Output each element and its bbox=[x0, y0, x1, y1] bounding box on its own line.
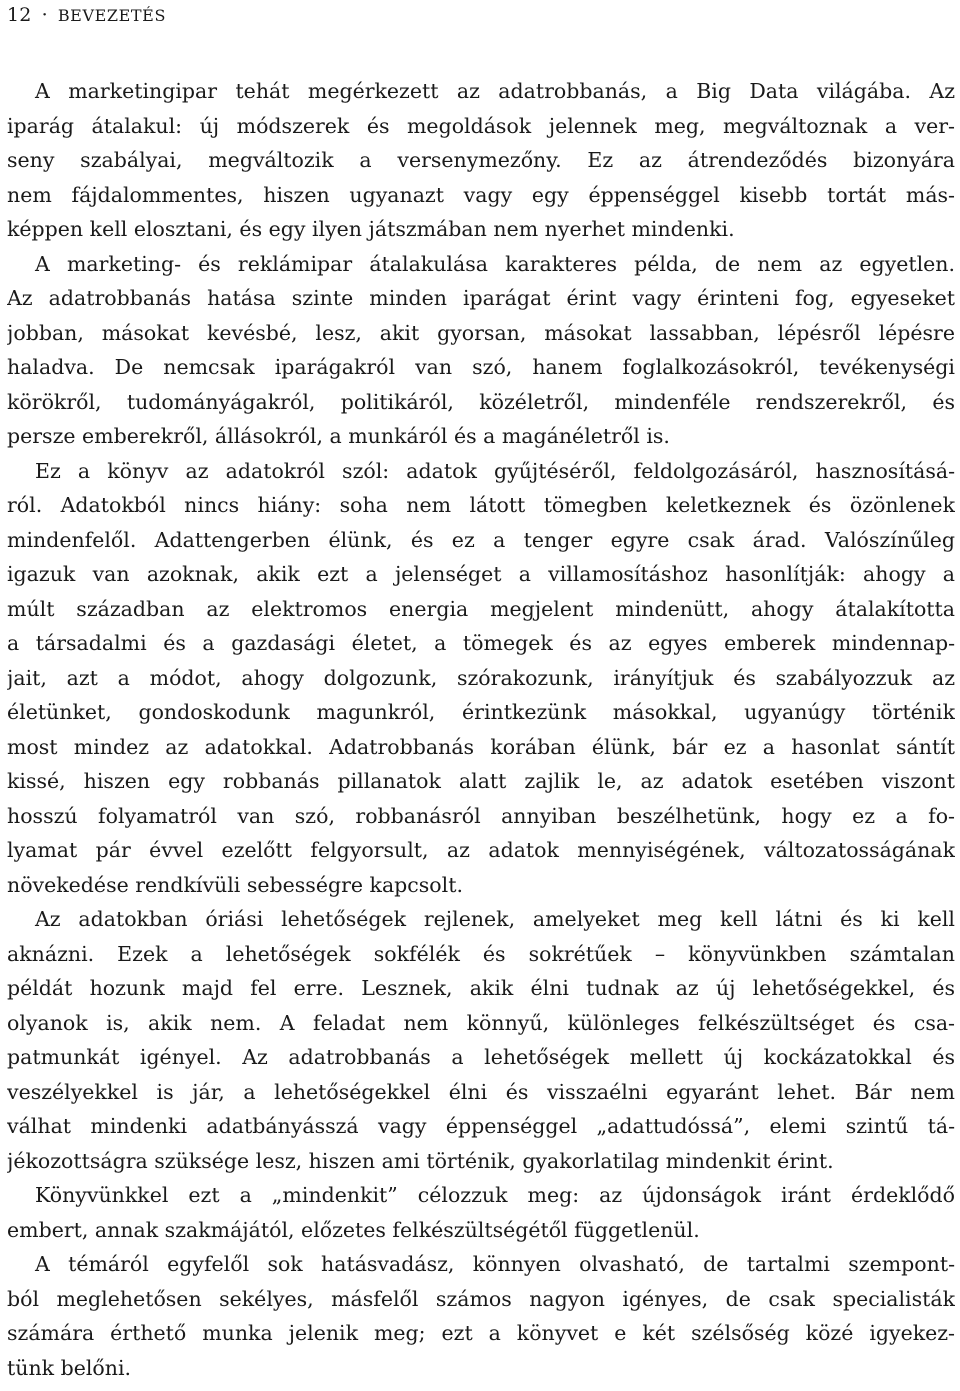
text-line: válhat mindenki adatbányásszá vagy éppenséggel „adattudóssá”, elemi szintű tá- bbox=[7, 1114, 955, 1138]
text-line: jait, azt a módot, ahogy dolgozunk, szórakozunk, irányítjuk és szabályozzuk az bbox=[7, 665, 955, 690]
text-line: nem fájdalommentes, hiszen ugyanazt vagy egy éppenséggel kisebb tortát más- bbox=[7, 182, 955, 207]
section-title: BEVEZETÉS bbox=[57, 6, 167, 25]
text-line: A témáról egyfelől sok hatásvadász, könnyen olvasható, de tartalmi szempont- bbox=[35, 1252, 955, 1276]
text-line: Az adatokban óriási lehetőségek rejlenek, amelyeket meg kell látni és ki kell bbox=[35, 907, 955, 931]
text-line: veszélyekkel is jár, a lehetőségekkel élni és visszaélni egyaránt lehet. Bár nem bbox=[7, 1079, 955, 1104]
paragraph bbox=[7, 1178, 955, 1247]
text-line: aknázni. Ezek a lehetőségek sokfélék és sokrétűek – könyvünkben számtalan bbox=[7, 941, 955, 966]
paragraph bbox=[7, 902, 955, 1178]
paragraph bbox=[7, 247, 955, 454]
text-line: seny szabályai, megváltozik a versenymezőny. Ez az átrendeződés bizonyára bbox=[7, 148, 955, 172]
text-line: ról. Adatokból nincs hiány: soha nem látott tömegben keletkeznek és özönlenek bbox=[7, 493, 955, 517]
text-line: Az adatrobbanás hatása szinte minden iparágat érint vagy érinteni fog, egyeseket bbox=[7, 286, 955, 310]
text-line: patmunkát igényel. Az adatrobbanás a lehetőségek mellett új kockázatokkal és bbox=[7, 1045, 955, 1069]
text-line: haladva. De nemcsak iparágakról van szó, hanem foglalkozásokról, tevékenységi bbox=[7, 355, 955, 379]
text-line: igazuk van azoknak, akik ezt a jelenséget a villamosításhoz hasonlítják: ahogy a bbox=[7, 562, 955, 586]
text-line: számára érthető munka jelenik meg; ezt a könyvet e két szélsőség közé igyekez- bbox=[7, 1321, 955, 1345]
text-line: növekedése rendkívüli sebességre kapcsolt. bbox=[7, 872, 463, 897]
text-line: A marketing- és reklámipar átalakulása karakteres példa, de nem az egyetlen. bbox=[35, 251, 955, 276]
text-line: hosszú folyamatról van szó, robbanásról annyiban beszélhetünk, hogy ez a fo- bbox=[7, 803, 955, 828]
text-line: a társadalmi és a gazdasági életet, a tömegek és az egyes emberek mindennap- bbox=[7, 631, 955, 655]
text-line: A marketingipar tehát megérkezett az adatrobbanás, a Big Data világába. Az bbox=[35, 79, 955, 103]
paragraph bbox=[7, 1247, 955, 1385]
text-line: ból meglehetősen sekélyes, másfelől számos nagyon igényes, de csak specialisták bbox=[7, 1286, 955, 1311]
text-line: lyamat pár évvel ezelőtt felgyorsult, az adatok mennyiségének, változatosságának bbox=[7, 838, 955, 862]
body-text bbox=[7, 74, 955, 1385]
text-line: életünket, gondoskodunk magunkról, érintkezünk másokkal, ugyanúgy történik bbox=[7, 700, 955, 724]
running-header bbox=[7, 3, 166, 28]
text-line: tünk belőni. bbox=[7, 1355, 132, 1380]
text-line: múlt században az elektromos energia megjelent mindenütt, ahogy átalakította bbox=[7, 596, 955, 621]
text-line: most mindez az adatokkal. Adatrobbanás korában élünk, bár ez a hasonlat sántít bbox=[7, 734, 955, 759]
text-line: jékozottságra szüksége lesz, hiszen ami történik, gyakorlatilag mindenkit érint. bbox=[7, 1148, 834, 1173]
text-line: embert, annak szakmájától, előzetes felkészültségétől függetlenül. bbox=[7, 1217, 700, 1242]
text-line: persze emberekről, állásokról, a munkáról és a magánéletről is. bbox=[7, 424, 670, 448]
text-line: képpen kell elosztani, és egy ilyen játszmában nem nyerhet mindenki. bbox=[7, 217, 735, 241]
paragraph bbox=[7, 74, 955, 247]
text-line: Könyvünkkel ezt a „mindenkit” célozzuk meg: az újdonságok iránt érdeklődő bbox=[35, 1183, 955, 1207]
paragraph bbox=[7, 454, 955, 903]
text-line: jobban, másokat kevésbé, lesz, akit gyorsan, másokat lassabban, lépésről lépésre bbox=[7, 320, 955, 345]
text-line: mindenfelől. Adattengerben élünk, és ez a tenger egyre csak árad. Valószínűleg bbox=[7, 527, 955, 552]
text-line: körökről, tudományágakról, politikáról, közéletről, mindenféle rendszerekről, és bbox=[7, 389, 955, 414]
text-line: olyanok is, akik nem. A feladat nem könnyű, különleges felkészültséget és csa- bbox=[7, 1010, 955, 1035]
text-line: Ez a könyv az adatokról szól: adatok gyűjtéséről, feldolgozásáról, hasznosításá- bbox=[35, 458, 955, 483]
header-separator: · bbox=[41, 4, 48, 26]
page-number: 12 bbox=[7, 4, 32, 26]
text-line: példát hozunk majd fel erre. Lesznek, akik élni tudnak az új lehetőségekkel, és bbox=[7, 976, 955, 1000]
text-line: iparág átalakul: új módszerek és megoldások jelennek meg, megváltoznak a ver- bbox=[7, 113, 955, 138]
text-line: kissé, hiszen egy robbanás pillanatok alatt zajlik le, az adatok esetében viszont bbox=[7, 769, 955, 793]
